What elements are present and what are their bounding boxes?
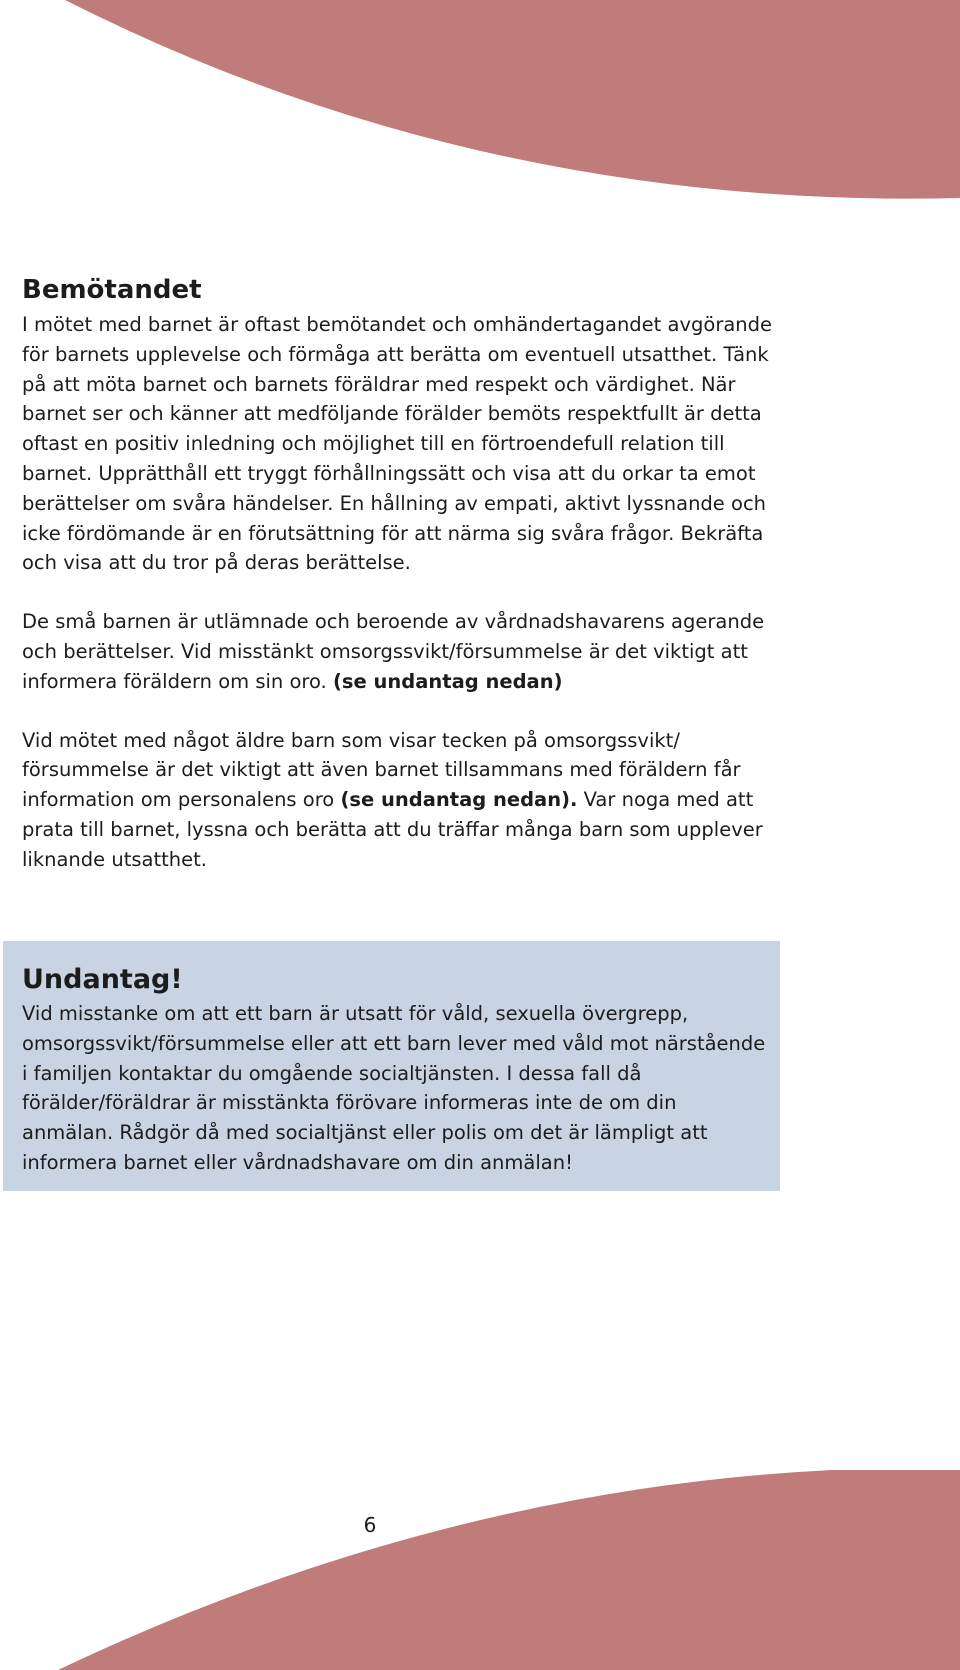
bottom-decorative-swoosh — [0, 1470, 960, 1670]
exception-reference: (se undantag nedan). — [340, 788, 578, 812]
exception-callout-box — [3, 941, 780, 1191]
paragraph-small-children — [22, 607, 782, 696]
paragraph-older-children-text-a: Vid mötet med något äldre barn som visar tecken på omsorgssvikt/ försummelse är det viktigt att även barnet tillsammans med föräldern får information om personalens oro — [22, 728, 741, 812]
exception-reference: (se undantag nedan) — [332, 669, 563, 693]
callout-heading: Undantag! — [22, 964, 183, 995]
paragraph-intro: I mötet med barnet är oftast bemötandet och omhändertagandet avgörande för barnets upplevelse och förmåga att berätta om eventuell utsatthet. Tänk på att möta barnet och barnets föräldrar med respekt och värdighet. När barnet ser och känner att medföljande förälder bemöts respektfullt är detta oftast en positiv inledning och möjlighet till en förtroendefull relation till barnet. Upprätthåll ett tryggt förhållningssätt och visa att du orkar ta emot berättelser om svåra händelser. En hållning av empati, aktivt lyssnande och icke fördömande är en förutsättning för att närma sig svåra frågor. Bekräfta och visa att du tror på deras berättelse. — [22, 313, 773, 575]
top-decorative-swoosh — [0, 0, 960, 200]
page-number: 6 — [363, 1513, 377, 1537]
paragraph-older-children-text-b: Var noga med att prata till barnet, lyssna och berätta att du träffar många barn som upplever liknande utsatthet. — [22, 788, 763, 871]
paragraph-small-children-text: De små barnen är utlämnade och beroende av vårdnadshavarens agerande och berättelser. Vid misstänkt omsorgssvikt/försummelse är det viktigt att informera föräldern om sin oro. — [22, 610, 765, 693]
section-heading: Bemötandet — [22, 275, 202, 305]
main-content — [22, 274, 782, 875]
paragraph-older-children — [22, 726, 782, 875]
callout-text: Vid misstanke om att ett barn är utsatt för våld, sexuella övergrepp, omsorgssvikt/försummelse eller att ett barn lever med våld mot närstående i familjen kontaktar du omgående socialtjänsten. I dessa fall då förälder/föräldrar är misstänkta förövare informeras inte de om din anmälan. Rådgör då med socialtjänst eller polis om det är lämpligt att informera barnet eller vårdnadshavare om din anmälan! — [22, 1002, 766, 1174]
